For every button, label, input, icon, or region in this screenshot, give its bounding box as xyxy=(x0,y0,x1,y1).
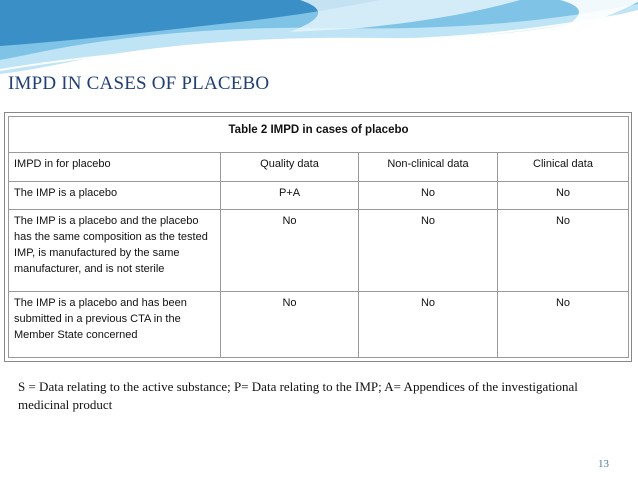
slide-title: IMPD IN CASES OF PLACEBO xyxy=(8,73,270,94)
header-quality-data: Quality data xyxy=(221,153,359,182)
table-header-row xyxy=(9,153,629,182)
header-impd-for-placebo: IMPD in for placebo xyxy=(9,153,221,182)
row-label: The IMP is a placebo and has been submitted in a previous CTA in the Member State concerned xyxy=(9,292,221,358)
quality-cell: No xyxy=(221,292,359,358)
abbreviation-footnote: S = Data relating to the active substance; P= Data relating to the IMP; A= Appendices of the investigational medicinal product xyxy=(18,379,578,412)
row-label: The IMP is a placebo and the placebo has the same composition as the tested IMP, is manufactured by the same manufacturer, and is not sterile xyxy=(9,210,221,292)
clinical-cell: No xyxy=(498,182,629,210)
header-wave-decoration xyxy=(0,0,638,80)
table-row xyxy=(9,292,629,358)
nonclinical-cell: No xyxy=(359,210,498,292)
table-row xyxy=(9,182,629,210)
quality-cell: No xyxy=(221,210,359,292)
clinical-cell: No xyxy=(498,210,629,292)
header-clinical-data: Clinical data xyxy=(498,153,629,182)
quality-cell: P+A xyxy=(221,182,359,210)
clinical-cell: No xyxy=(498,292,629,358)
header-non-clinical-data: Non-clinical data xyxy=(359,153,498,182)
nonclinical-cell: No xyxy=(359,182,498,210)
table-caption: Table 2 IMPD in cases of placebo xyxy=(9,117,629,153)
impd-placebo-table xyxy=(8,116,629,358)
placebo-table-frame xyxy=(4,112,632,362)
page-number: 13 xyxy=(598,458,609,470)
row-label: The IMP is a placebo xyxy=(9,182,221,210)
table-row xyxy=(9,210,629,292)
nonclinical-cell: No xyxy=(359,292,498,358)
